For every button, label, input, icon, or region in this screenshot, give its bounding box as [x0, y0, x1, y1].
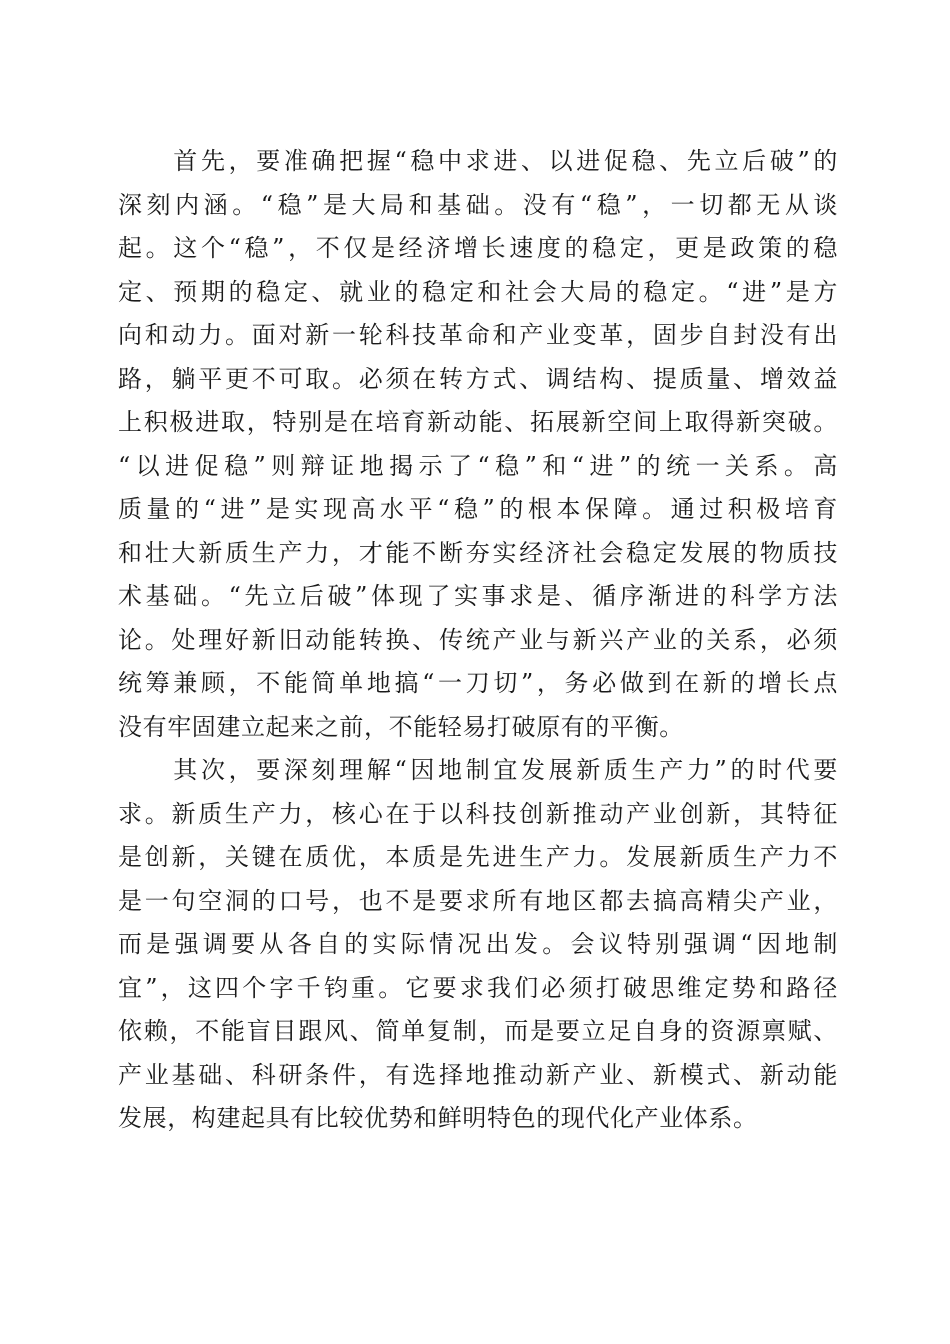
text-line: 统筹兼顾，不能简单地搞“一刀切”，务必做到在新的增长点	[118, 669, 838, 697]
text-line: 是创新，关键在质优，本质是先进生产力。发展新质生产力不	[118, 843, 838, 871]
text-line: 论。处理好新旧动能转换、传统产业与新兴产业的关系，必须	[118, 625, 838, 654]
paragraph-1	[118, 140, 838, 749]
text-line: 上积极进取，特别是在培育新动能、拓展新空间上取得新突破。	[118, 408, 838, 436]
text-line: 路，躺平更不可取。必须在转方式、调结构、提质量、增效益	[118, 364, 838, 393]
text-line: 没有牢固建立起来之前，不能轻易打破原有的平衡。	[118, 712, 684, 741]
text-line: 是一句空洞的口号，也不是要求所有地区都去搞高精尖产业，	[118, 886, 838, 915]
text-line: 定、预期的稳定、就业的稳定和社会大局的稳定。“进”是方	[118, 277, 838, 306]
text-line: 质量的“进”是实现高水平“稳”的根本保障。通过积极培育	[118, 495, 838, 523]
text-line: 宜”，这四个字千钧重。它要求我们必须打破思维定势和路径	[118, 973, 838, 1002]
text-line: “以进促稳”则辩证地揭示了“稳”和“进”的统一关系。高	[118, 451, 838, 480]
text-line: 向和动力。面对新一轮科技革命和产业变革，固步自封没有出	[118, 321, 838, 349]
text-line: 深刻内涵。“稳”是大局和基础。没有“稳”，一切都无从谈	[118, 190, 838, 219]
text-line: 而是强调要从各自的实际情况出发。会议特别强调“因地制	[118, 930, 838, 958]
text-line: 依赖，不能盲目跟风、简单复制，而是要立足自身的资源禀赋、	[118, 1017, 838, 1045]
text-line: 求。新质生产力，核心在于以科技创新推动产业创新，其特征	[118, 799, 838, 828]
text-line: 产业基础、科研条件，有选择地推动新产业、新模式、新动能	[118, 1060, 838, 1089]
document-body	[118, 140, 838, 1141]
text-line: 起。这个“稳”，不仅是经济增长速度的稳定，更是政策的稳	[118, 234, 838, 262]
text-line: 和壮大新质生产力，才能不断夯实经济社会稳定发展的物质技	[118, 538, 838, 567]
text-line: 发展，构建起具有比较优势和鲜明特色的现代化产业体系。	[118, 1104, 758, 1132]
paragraph-2	[118, 749, 838, 1141]
text-line: 首先，要准确把握“稳中求进、以进促稳、先立后破”的	[118, 147, 838, 175]
text-line: 术基础。“先立后破”体现了实事求是、循序渐进的科学方法	[118, 582, 838, 610]
text-line: 其次，要深刻理解“因地制宜发展新质生产力”的时代要	[118, 756, 838, 784]
